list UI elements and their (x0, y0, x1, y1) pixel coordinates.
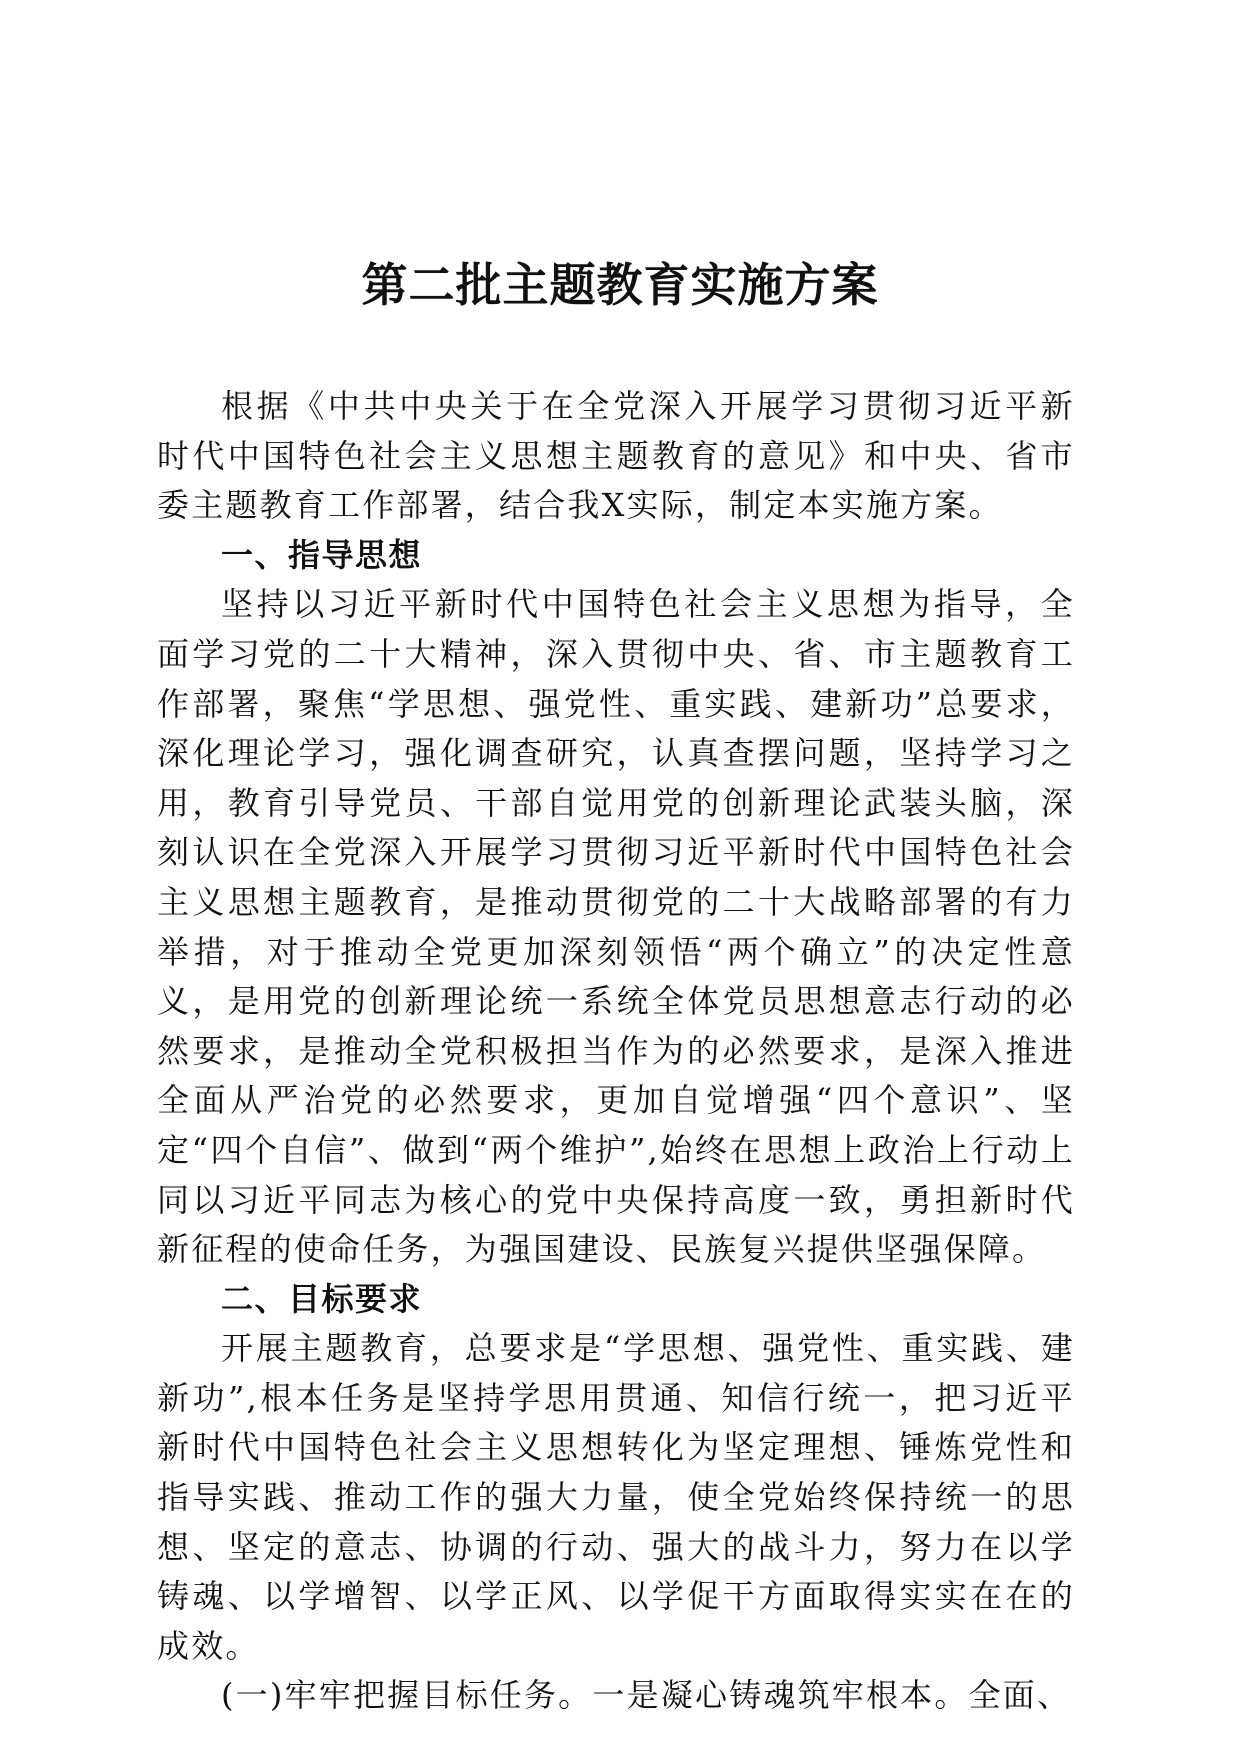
section-heading-guiding-ideology: 一、指导思想 (221, 535, 423, 574)
document-title: 第二批主题教育实施方案 (361, 258, 879, 312)
goals-paragraph: 开展主题教育，总要求是“学思想、强党性、重实践、建新功”,根本任务是坚持学思用贯通、知信行统一，把习近平新时代中国特色社会主义思想转化为坚定理想、锤炼党性和指导实践、推动工作的强大力量，使全党始终保持统一的思想、坚定的意志、协调的行动、强大的战斗力，努力在以学铸魂、以学增智、以学正风、以学促干方面取得实实在在的成效。 (157, 1329, 1075, 1665)
section-heading-goals: 二、目标要求 (221, 1279, 423, 1318)
guiding-ideology-paragraph: 坚持以习近平新时代中国特色社会主义思想为指导，全面学习党的二十大精神，深入贯彻中央、省、市主题教育工作部署，聚焦“学思想、强党性、重实践、建新功”总要求，深化理论学习，强化调查研究，认真查摆问题，坚持学习之用，教育引导党员、干部自觉用党的创新理论武装头脑，深刻认识在全党深入开展学习贯彻习近平新时代中国特色社会主义思想主题教育，是推动贯彻党的二十大战略部署的有力举措，对于推动全党更加深刻领悟“两个确立”的决定性意义，是用党的创新理论统一系统全体党员思想意志行动的必然要求，是推动全党积极担当作为的必然要求，是深入推进全面从严治党的必然要求，更加自觉增强“四个意识”、坚定“四个自信”、做到“两个维护”,始终在思想上政治上行动上同以习近平同志为核心的党中央保持高度一致，勇担新时代新征程的使命任务，为强国建设、民族复兴提供坚强保障。 (157, 585, 1075, 1269)
goals-item-1: (一)牢牢把握目标任务。一是凝心铸魂筑牢根本。全面、 (221, 1676, 1072, 1715)
intro-paragraph: 根据《中共中央关于在全党深入开展学习贯彻习近平新时代中国特色社会主义思想主题教育的意见》和中央、省市委主题教育工作部署，结合我X实际，制定本实施方案。 (157, 387, 1075, 525)
document-body (157, 382, 1075, 1721)
